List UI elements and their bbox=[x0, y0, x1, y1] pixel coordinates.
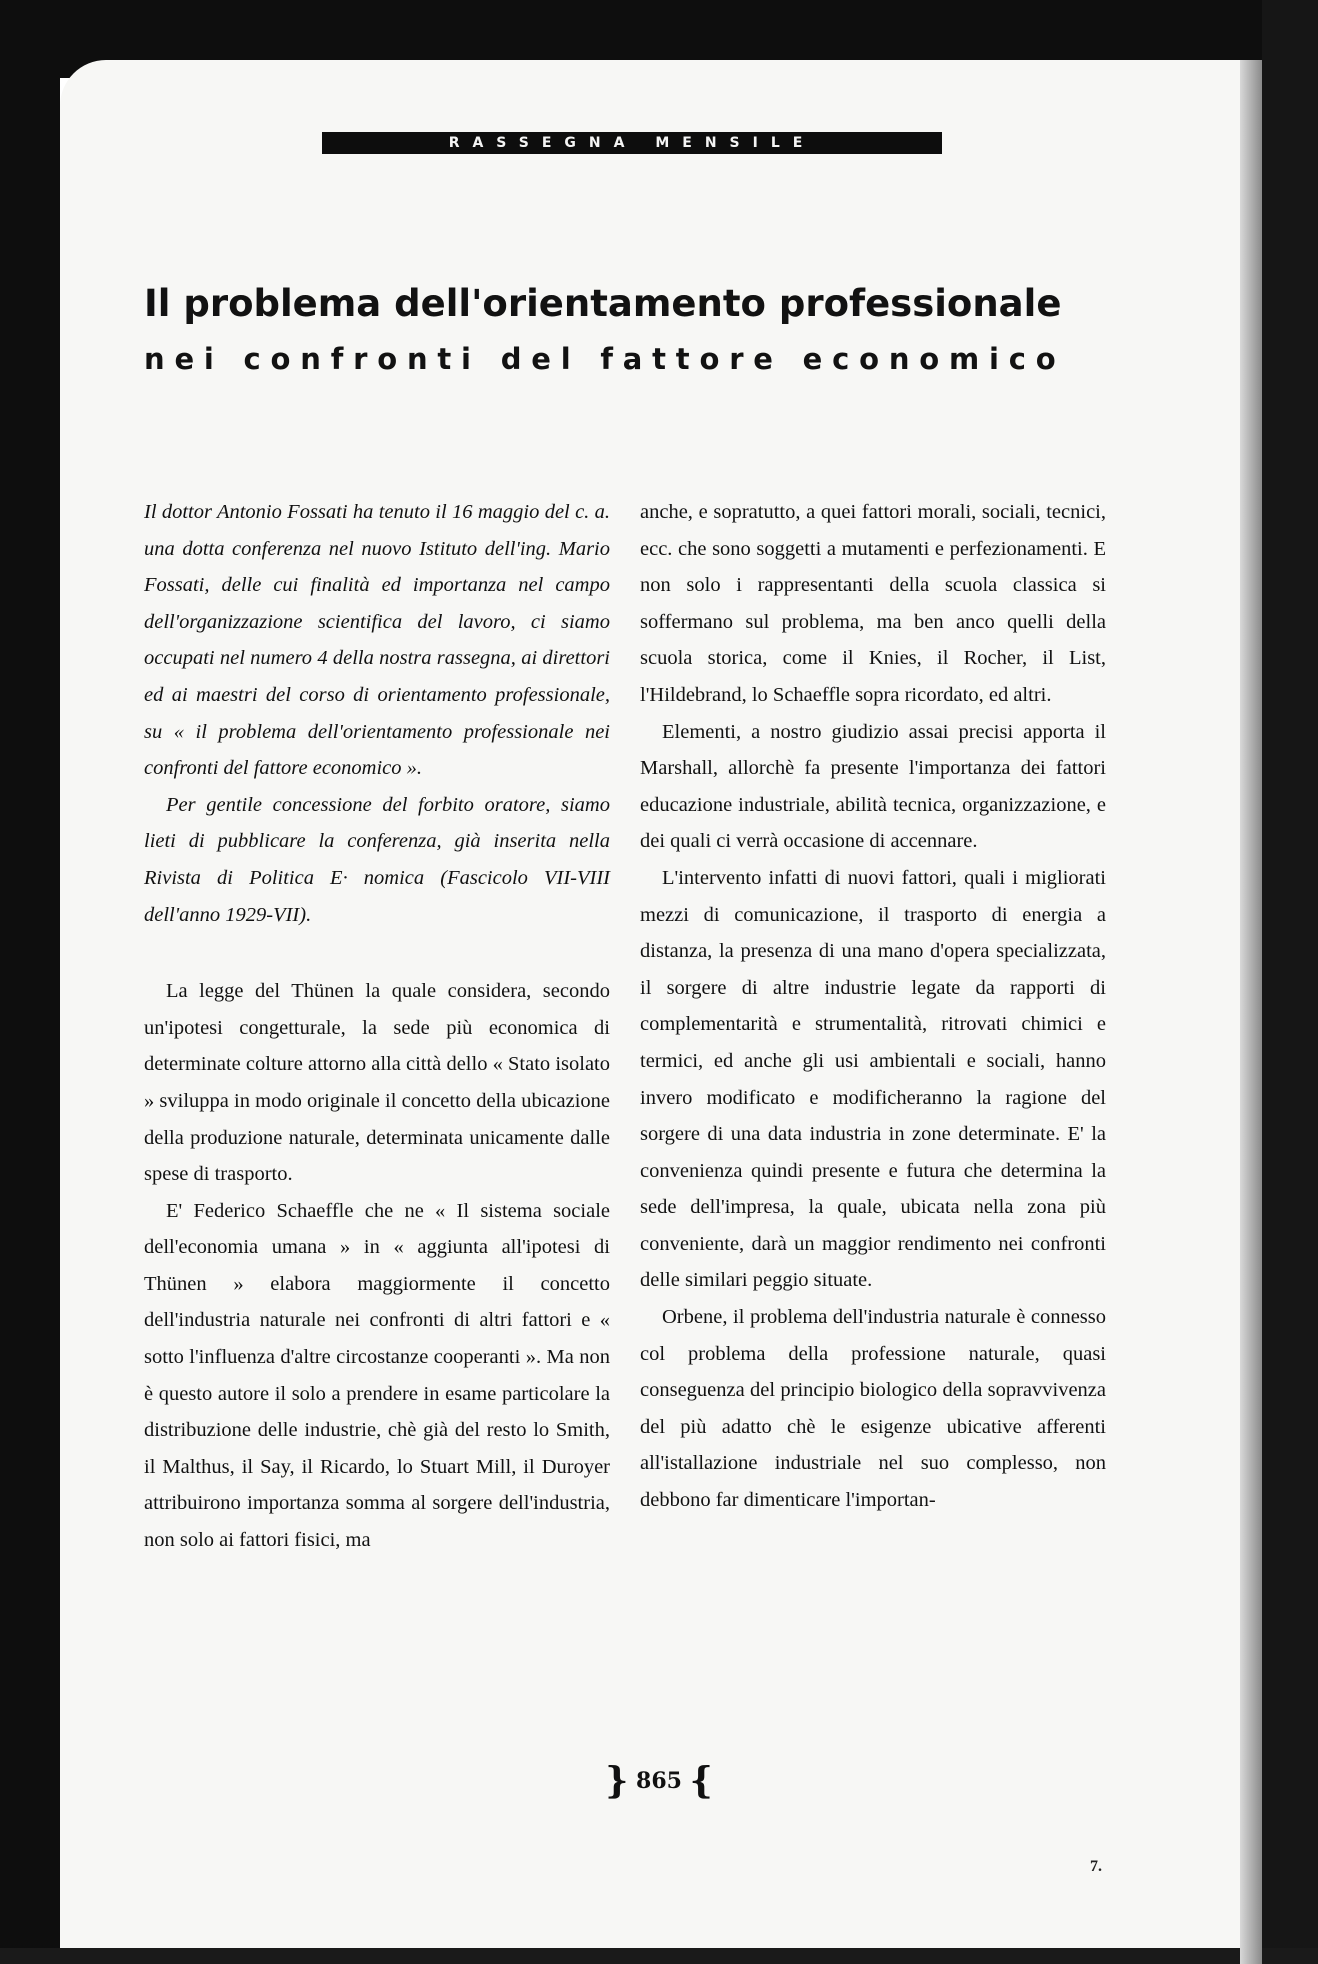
body-paragraph: L'intervento infatti di nuovi fattori, quali i migliorati mezzi di comunicazione, il trasporto di energia a distanza, la presenza di una mano d'opera specializzata, il sorgere di altre industrie legate da rapporti di complementarità e strumentalità, ritrovati chimici e termici, ed anche gli usi ambientali e sociali, hanno invero modificato e modificheranno la ragione del sorgere di una data industria in zone determinate. E' la convenienza quindi presente e futura che determina la sede dell'impresa, la quale, ubicata nella zona più conveniente, darà un maggior rendimento nei confronti delle similari peggio situate. bbox=[640, 866, 1106, 1292]
intro-paragraph: Per gentile concessione del forbito oratore, siamo lieti di pubblicare la conferenza, già inserita nella Rivista di Politica E· nomica (Fascicolo VII-VIII dell'anno 1929-VII). bbox=[144, 793, 610, 926]
left-column bbox=[144, 494, 610, 1559]
scan-border-right bbox=[1262, 0, 1318, 1964]
ornament-brace-left: } bbox=[605, 1760, 629, 1802]
body-paragraph: Elementi, a nostro giudizio assai precisi apporta il Marshall, allorchè fa presente l'importanza dei fattori educazione industriale, abilità tecnica, organizzazione, e dei quali ci verrà occasione di accennare. bbox=[640, 720, 1106, 853]
body-paragraph: Orbene, il problema dell'industria naturale è connesso col problema della professione naturale, quasi conseguenza del principio biologico della sopravvivenza del più adatto chè le esigenze ubicative afferenti all'istallazione industriale nel suo complesso, non debbono far dimenticare l'importan- bbox=[640, 1306, 1106, 1512]
page-number-value: 865 bbox=[636, 1768, 682, 1794]
ornament-brace-right: { bbox=[689, 1760, 713, 1802]
body-paragraph: E' Federico Schaeffle che ne « Il sistema sociale dell'economia umana » in « aggiunta all'ipotesi di Thünen » elabora maggiormente il concetto dell'industria naturale nei confronti di altri fattori e « sotto l'influenza d'altre circostanze cooperanti ». Ma non è questo autore il solo a prendere in esame particolare la distribuzione delle industrie, chè già del resto lo Smith, il Malthus, il Say, il Ricardo, lo Stuart Mill, il Duroyer attribuirono importanza somma al sorgere dell'industria, non solo ai fattori fisici, ma bbox=[144, 1199, 610, 1552]
signature-mark: 7. bbox=[1090, 1858, 1102, 1875]
section-gap bbox=[144, 933, 610, 973]
scan-border-bottom bbox=[0, 1948, 1318, 1964]
editorial-intro bbox=[144, 494, 610, 933]
body-paragraph: anche, e sopratutto, a quei fattori morali, sociali, tecnici, ecc. che sono soggetti a mutamenti e perfezionamenti. E non solo i rappresentanti della scuola classica si soffermano sul problema, ma ben anco quelli della scuola storica, come il Knies, il Rocher, il List, l'Hildebrand, lo Schaeffle sopra ricordato, ed altri. bbox=[640, 501, 1106, 706]
body-paragraph: La legge del Thünen la quale considera, secondo un'ipotesi congetturale, la sede più economica di determinate colture attorno alla città dello « Stato isolato » sviluppa in modo originale il concetto della ubicazione della produzione naturale, determinata unicamente dalle spese di trasporto. bbox=[144, 980, 610, 1186]
page-number bbox=[0, 1760, 1318, 1802]
article-subtitle: nei confronti del fattore economico bbox=[144, 342, 1066, 376]
right-column bbox=[640, 494, 1106, 1519]
scan-border-left bbox=[0, 0, 60, 1964]
running-header: RASSEGNA MENSILE bbox=[322, 132, 942, 154]
page-edge-shadow bbox=[1240, 60, 1262, 1964]
intro-paragraph: Il dottor Antonio Fossati ha tenuto il 16 maggio del c. a. una dotta conferenza nel nuovo Istituto dell'ing. Mario Fossati, delle cui finalità ed importanza nel campo dell'organizzazione scientifica del lavoro, ci siamo occupati nel numero 4 della nostra rassegna, ai direttori ed ai maestri del corso di orientamento professionale, su « il problema dell'orientamento professionale nei confronti del fattore economico ». bbox=[144, 501, 610, 780]
article-title: Il problema dell'orientamento professionale bbox=[144, 282, 1062, 325]
